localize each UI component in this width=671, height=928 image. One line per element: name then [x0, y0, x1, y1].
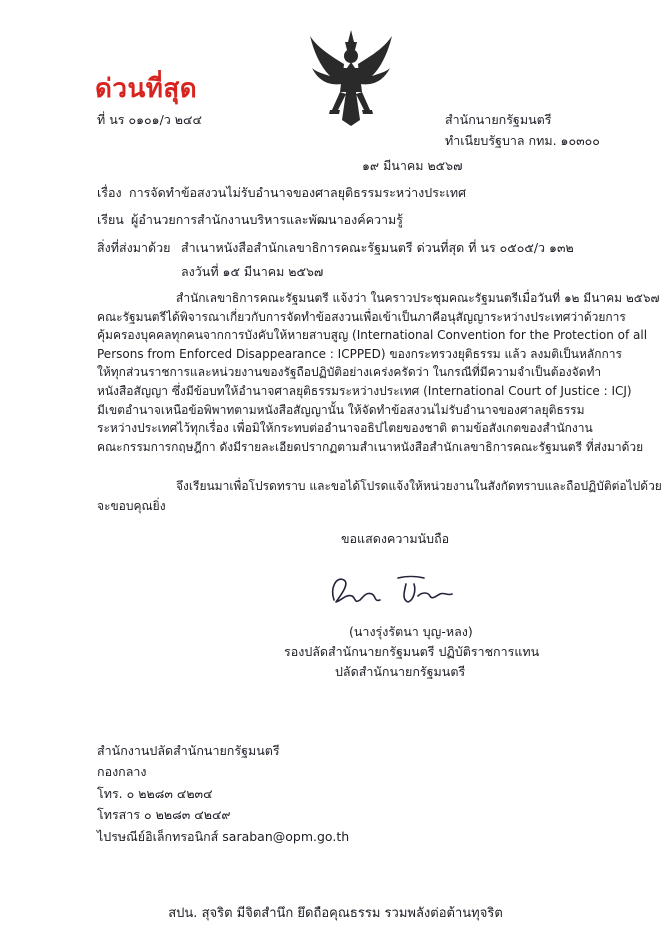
contact-email: ไปรษณีย์อิเล็กทรอนิกส์ saraban@opm.go.th [97, 829, 350, 844]
subject-text: การจัดทำข้อสงวนไม่รับอำนาจของศาลยุติธรรมระหว่างประเทศ [129, 185, 467, 200]
paragraph-line: จึงเรียนมาเพื่อโปรดทราบ และขอได้โปรดแจ้งให้หน่วยงานในสังกัดทราบและถือปฏิบัติต่อไปด้วย [176, 479, 662, 493]
closing-phrase: ขอแสดงความนับถือ [341, 531, 450, 546]
contact-fax: โทรสาร ๐ ๒๒๘๓ ๔๒๔๙ [97, 807, 231, 822]
paragraph-line: คณะรัฐมนตรีได้พิจารณาเกี่ยวกับการจัดทำข้อสงวนเพื่อเข้าเป็นภาคีอนุสัญญาระหว่างประเทศว่าด้วยการ [97, 309, 626, 324]
enclosure-label: สิ่งที่ส่งมาด้วย [97, 240, 171, 255]
signer-name: (นางรุ่งรัตนา บุญ-หลง) [349, 624, 473, 639]
urgency-heading: ด่วนที่สุด [95, 74, 198, 104]
paragraph-line: มีเขตอำนาจเหนือข้อพิพาทตามหนังสือสัญญานั้น ให้จัดทำข้อสงวนไม่รับอำนาจของศาลยุติธรรม [97, 402, 585, 417]
paragraph-line: หนังสือสัญญา ซึ่งมีข้อบทให้อำนาจศาลยุติธรรมระหว่างประเทศ (International Court of Justice : ICJ) [97, 383, 632, 398]
subject-label: เรื่อง [97, 185, 122, 200]
garuda-emblem-icon [306, 28, 396, 128]
signer-position-1: รองปลัดสำนักนายกรัฐมนตรี ปฏิบัติราชการแทน [284, 644, 540, 659]
addressee-label: เรียน [97, 212, 124, 227]
paragraph-line: คุ้มครองบุคคลทุกคนจากการบังคับให้หายสาบสูญ (International Convention for the Protection of all [97, 328, 648, 343]
contact-unit: สำนักงานปลัดสำนักนายกรัฐมนตรี [97, 743, 280, 758]
paragraph-line: คณะกรรมการกฤษฎีกา ดังมีรายละเอียดปรากฏตามสำเนาหนังสือสำนักเลขาธิการคณะรัฐมนตรี ที่ส่งมาด้วย [97, 439, 644, 454]
document-date: ๑๙ มีนาคม ๒๕๖๗ [362, 158, 463, 173]
paragraph-line: Persons from Enforced Disappearance : ICPPED) ของกระทรวงยุติธรรม แล้ว ลงมติเป็นหลักการ [97, 346, 622, 361]
paragraph-line: สำนักเลขาธิการคณะรัฐมนตรี แจ้งว่า ในคราวประชุมคณะรัฐมนตรีเมื่อวันที่ ๑๒ มีนาคม ๒๕๖๗ [176, 291, 660, 305]
signer-position-2: ปลัดสำนักนายกรัฐมนตรี [335, 664, 466, 679]
office-address: ทำเนียบรัฐบาล กทม. ๑๐๓๐๐ [445, 133, 600, 148]
office-name: สำนักนายกรัฐมนตรี [445, 112, 552, 127]
body-paragraph-2 [97, 476, 662, 516]
footer-slogan: สปน. สุจริต มีจิตสำนึก ยึดถือคุณธรรม รวมพลังต่อต้านทุจริต [168, 906, 503, 921]
body-paragraph-1 [97, 289, 660, 456]
paragraph-line: ระหว่างประเทศไว้ทุกเรื่อง เพื่อมิให้กระทบต่ออำนาจอธิปไตยของชาติ ตามข้อสังเกตของสำนักงาน [97, 421, 593, 436]
enclosure-line-2: ลงวันที่ ๑๕ มีนาคม ๒๕๖๗ [181, 264, 324, 279]
paragraph-line: ให้ทุกส่วนราชการและหน่วยงานของรัฐถือปฏิบัติอย่างเคร่งครัดว่า ในกรณีที่มีความจำเป็นต้องจัดทำ [97, 365, 602, 380]
reference-number: ที่ นร ๐๑๐๑/ว ๒๔๔ [97, 112, 202, 127]
enclosure-line-1: สำเนาหนังสือสำนักเลขาธิการคณะรัฐมนตรี ด่วนที่สุด ที่ นร ๐๕๐๕/ว ๑๓๒ [181, 240, 574, 255]
handwritten-signature [326, 570, 476, 610]
addressee-text: ผู้อำนวยการสำนักงานบริหารและพัฒนาองค์ความรู้ [131, 212, 403, 227]
paragraph-line: จะขอบคุณยิ่ง [97, 499, 166, 513]
contact-division: กองกลาง [97, 764, 147, 779]
contact-telephone: โทร. ๐ ๒๒๘๓ ๔๒๓๔ [97, 786, 213, 801]
